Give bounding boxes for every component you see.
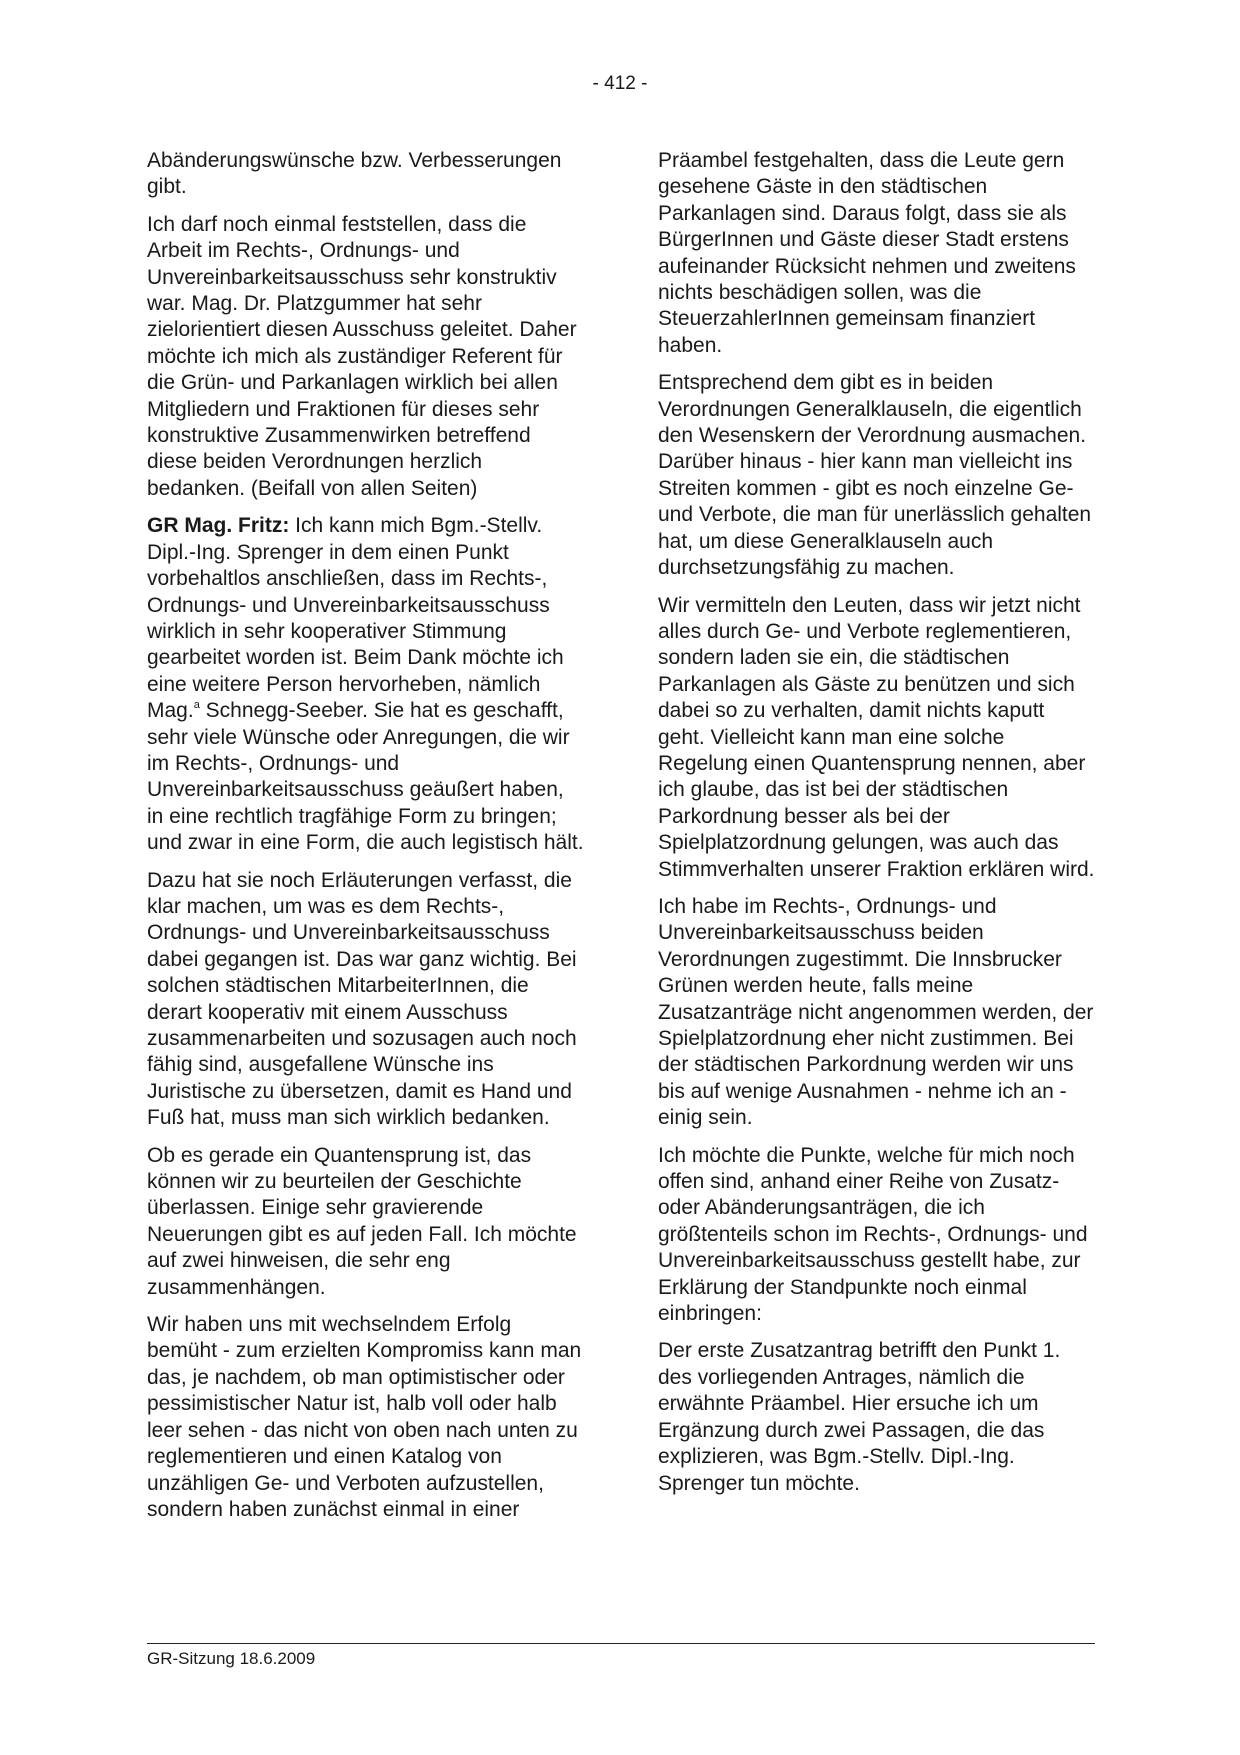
paragraph xyxy=(147,513,585,856)
paragraph: Ich möchte die Punkte, welche für mich noch offen sind, anhand einer Reihe von Zusatz- oder Abänderungsanträgen, die ich größtenteils schon im Rechts-, Ordnungs- und Unvereinbarkeitsausschuss gestellt habe, zur Erklärung der Standpunkte noch einmal einbringen: xyxy=(658,1143,1088,1326)
superscript: a xyxy=(193,699,200,712)
paragraph: Ich habe im Rechts-, Ordnungs- und Unvereinbarkeitsausschuss beiden Verordnungen zugestimmt. Die Innsbrucker Grünen werden heute, falls meine Zusatzanträge nicht angenommen werden, der Spielplatzordnung eher nicht zustimmen. Bei der städtischen Parkordnung werden wir uns bis auf wenige Ausnahmen - nehme ich an - einig sein. xyxy=(658,894,1094,1130)
speaker-name: GR Mag. Fritz: xyxy=(147,514,290,538)
footer-text: GR-Sitzung 18.6.2009 xyxy=(147,1649,316,1668)
paragraph: Entsprechend dem gibt es in beiden Verordnungen Generalklauseln, die eigentlich den Wesenskern der Verordnung ausmachen. Darüber hinaus - hier kann man vielleicht ins Streiten kommen - gibt es noch einzelne Ge- und Verbote, die man für unerlässlich gehalten hat, um diese Generalklauseln auch durchsetzungsfähig zu machen. xyxy=(658,371,1092,580)
paragraph: Ob es gerade ein Quantensprung ist, das können wir zu beurteilen der Geschichte überlassen. Einige sehr gravierende Neuerungen gibt es auf jeden Fall. Ich möchte auf zwei hinweisen, die sehr eng zusammenhängen. xyxy=(147,1143,577,1299)
paragraph: Präambel festgehalten, dass die Leute gern gesehene Gäste in den städtischen Parkanlagen sind. Daraus folgt, dass sie als BürgerInnen und Gäste dieser Stadt erstens aufeinander Rücksicht nehmen und zweitens nichts beschädigen sollen, was die SteuerzahlerInnen gemeinsam finanziert haben. xyxy=(658,149,1076,357)
paragraph: Ich darf noch einmal feststellen, dass die Arbeit im Rechts-, Ordnungs- und Unvereinbarkeitsausschuss sehr konstruktiv war. Mag. Dr. Platzgummer hat sehr zielorientiert diesen Ausschuss geleitet. Daher möchte ich mich als zuständiger Referent für die Grün- und Parkanlagen wirklich bei allen Mitgliedern und Fraktionen für dieses sehr konstruktive Zusammenwirken betreffend diese beiden Verordnungen herzlich bedanken. (Beifall von allen Seiten) xyxy=(147,212,577,500)
paragraph: Der erste Zusatzantrag betrifft den Punkt 1. des vorliegenden Antrages, nämlich die erwähnte Präambel. Hier ersuche ich um Ergänzung durch zwei Passagen, die das explizieren, was Bgm.-Stellv. Dipl.-Ing. Sprenger tun möchte. xyxy=(658,1339,1061,1495)
paragraph: Abänderungswünsche bzw. Verbesserungen gibt. xyxy=(147,149,562,199)
paragraph-text: Ich kann mich Bgm.-Stellv. Dipl.-Ing. Sprenger in dem einen Punkt vorbehaltlos anschließen, dass im Rechts-, Ordnungs- und Unvereinbarkeitsausschuss wirklich in sehr kooperativer Stimmung gearbeitet worden ist. Beim Dank möchte ich eine weitere Person hervorheben, nämlich Mag. xyxy=(147,514,564,723)
paragraph: Wir haben uns mit wechselndem Erfolg bemüht - zum erzielten Kompromiss kann man das, je nachdem, ob man optimistischer oder pessimistischer Natur ist, halb voll oder halb leer sehen - das nicht von oben nach unten zu reglementieren und einen Katalog von unzähligen Ge- und Verboten aufzustellen, sondern haben zunächst einmal in einer xyxy=(147,1313,582,1521)
paragraph: Dazu hat sie noch Erläuterungen verfasst, die klar machen, um was es dem Rechts-, Ordnungs- und Unvereinbarkeitsausschuss dabei gegangen ist. Das war ganz wichtig. Bei solchen städtischen MitarbeiterInnen, die derart kooperativ mit einem Ausschuss zusammenarbeiten und sozusagen auch noch fähig sind, ausgefallene Wünsche ins Juristische zu übersetzen, damit es Hand und Fuß hat, muss man sich wirklich bedanken. xyxy=(147,868,577,1130)
right-column xyxy=(658,148,1096,1508)
footer-divider xyxy=(147,1643,1095,1644)
page-number: - 412 - xyxy=(592,73,648,94)
left-column xyxy=(147,148,585,1534)
paragraph: Wir vermitteln den Leuten, dass wir jetzt nicht alles durch Ge- und Verbote reglementieren, sondern laden sie ein, die städtischen Parkanlagen als Gäste zu benützen und sich dabei so zu verhalten, damit nichts kaputt geht. Vielleicht kann man eine solche Regelung einen Quantensprung nennen, aber ich glaube, das ist bei der städtischen Parkordnung besser als bei der Spielplatzordnung gelungen, was auch das Stimmverhalten unserer Fraktion erklären wird. xyxy=(658,593,1095,881)
paragraph-text: Schnegg-Seeber. Sie hat es geschafft, sehr viele Wünsche oder Anregungen, die wir im Rechts-, Ordnungs- und Unvereinbarkeitsausschuss geäußert haben, in eine rechtlich tragfähige Form zu bringen; und zwar in eine Form, die auch legistisch hält. xyxy=(147,699,584,855)
